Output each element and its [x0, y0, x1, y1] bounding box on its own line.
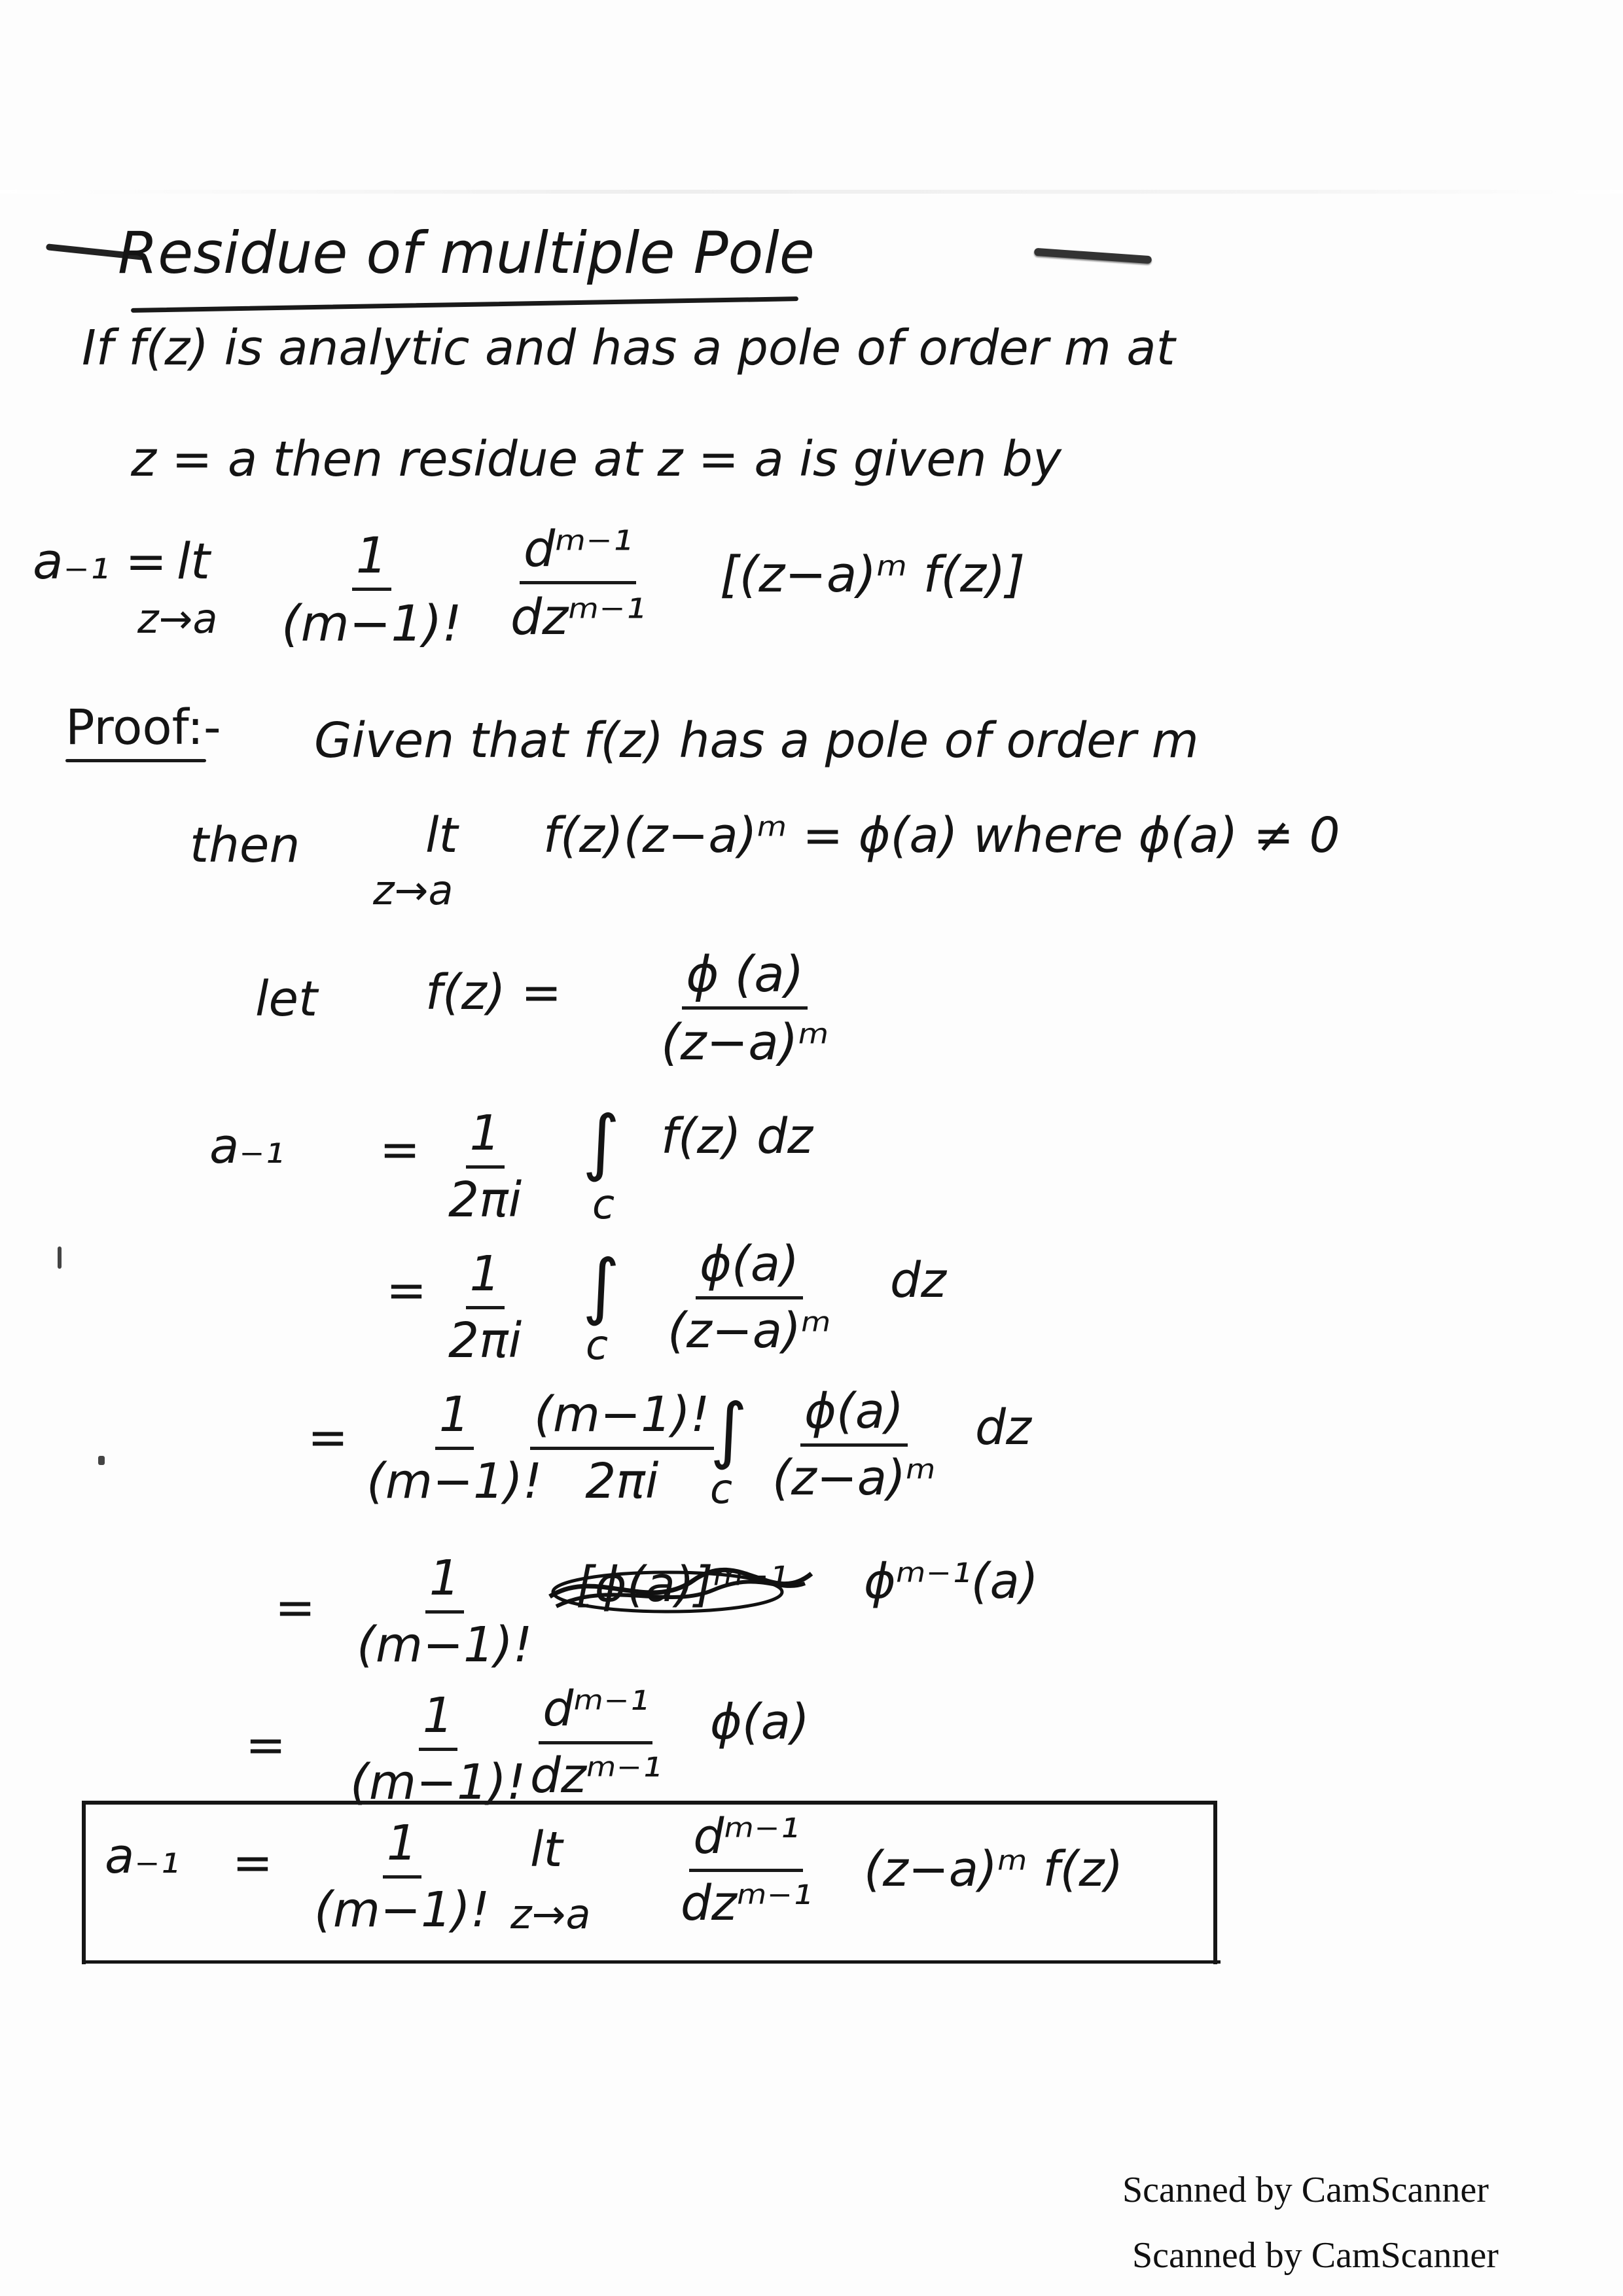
final-fraction	[314, 1816, 490, 1938]
final-eq: =	[232, 1835, 274, 1891]
step3-inner-num: ϕ(a)	[800, 1384, 908, 1447]
step4-fraction	[357, 1551, 533, 1673]
step1-integral-sub: c	[592, 1180, 615, 1228]
step4-fraction-num: 1	[425, 1551, 464, 1614]
final-fraction-num: 1	[383, 1816, 421, 1879]
step2-inner-num: ϕ(a)	[696, 1237, 803, 1299]
proof-line-2-body: f(z)(z−a)ᵐ = ϕ(a) where ϕ(a) ≠ 0	[543, 807, 1340, 864]
step4-struck-term: [ϕ(a)]ᵐ⁻¹	[576, 1557, 789, 1613]
final-lhs: a₋₁	[105, 1828, 180, 1884]
step3-eq: =	[308, 1409, 349, 1466]
step5-eq: =	[245, 1717, 287, 1773]
step2-inner-den: (z−a)ᵐ	[668, 1303, 832, 1360]
final-limit-sub: z→a	[510, 1890, 591, 1938]
proof-line-2-limit-sub: z→a	[373, 866, 454, 914]
step1-fraction	[448, 1106, 522, 1228]
let-lhs: f(z) =	[425, 964, 562, 1021]
step1-eq: =	[380, 1122, 421, 1178]
step2-fraction-den: 2πi	[448, 1313, 522, 1369]
step3-dz: dz	[975, 1400, 1031, 1456]
step5-fraction-num: 1	[419, 1688, 457, 1751]
margin-tick	[58, 1246, 62, 1269]
step1-body: f(z) dz	[661, 1108, 813, 1165]
let-fraction-den: (z−a)ᵐ	[661, 1013, 829, 1072]
step2-eq: =	[386, 1262, 427, 1318]
step3-fraction-1-den: (m−1)!	[366, 1453, 543, 1510]
note-title: Residue of multiple Pole	[118, 219, 815, 287]
watermark-line-2: Scanned by CamScanner	[1132, 2235, 1499, 2276]
pen-dash-mark	[1034, 248, 1152, 264]
step5-fraction-den: (m−1)!	[350, 1754, 526, 1811]
step5-body: ϕ(a)	[710, 1694, 810, 1750]
watermark-line-1: Scanned by CamScanner	[1122, 2170, 1489, 2210]
let-label: let	[255, 971, 318, 1027]
final-limit: lt	[530, 1822, 563, 1878]
statement-line-2: z = a then residue at z = a is given by	[131, 431, 1061, 487]
step2-inner-fraction	[668, 1237, 831, 1359]
step5-derivative-num: dᵐ⁻¹	[539, 1682, 652, 1744]
step3-integral-sub: c	[710, 1465, 733, 1513]
formula-limit-sub: z→a	[137, 595, 218, 643]
scribble-strikeout	[543, 1557, 818, 1619]
step1-lhs: a₋₁	[209, 1118, 285, 1174]
step2-fraction-num: 1	[466, 1246, 505, 1309]
step4-eq: =	[275, 1580, 316, 1636]
step4-result: ϕᵐ⁻¹(a)	[864, 1553, 1039, 1610]
final-derivative	[681, 1809, 812, 1932]
scan-edge-shadow	[0, 190, 1623, 194]
step3-fraction-2-num: (m−1)!	[530, 1387, 714, 1450]
margin-dot	[98, 1456, 105, 1465]
step3-fraction-2	[530, 1387, 714, 1510]
proof-underline	[65, 759, 206, 762]
step3-inner-den: (z−a)ᵐ	[772, 1450, 936, 1507]
formula-frac-1-num: 1	[352, 527, 391, 591]
step2-integral: ∫	[582, 1244, 620, 1328]
final-fraction-den: (m−1)!	[314, 1882, 490, 1939]
final-derivative-den: dzᵐ⁻¹	[681, 1875, 812, 1932]
step4-fraction-den: (m−1)!	[357, 1617, 533, 1674]
step3-fraction-2-den: 2πi	[585, 1453, 659, 1510]
step3-inner-fraction	[772, 1384, 936, 1506]
step1-integral: ∫	[582, 1100, 620, 1184]
formula-limit: lt	[177, 532, 210, 590]
formula-body: [(z−a)ᵐ f(z)]	[720, 545, 1026, 603]
final-result-box-bottom	[82, 1960, 1221, 1964]
step1-fraction-den: 2πi	[448, 1172, 522, 1229]
step3-integral: ∫	[710, 1388, 748, 1472]
formula-frac-2-den: dzᵐ⁻¹	[510, 588, 646, 646]
formula-lhs: a₋₁ =	[33, 532, 167, 590]
formula-frac-1	[281, 527, 462, 652]
step5-derivative-den: dzᵐ⁻¹	[530, 1748, 662, 1805]
proof-label: Proof:-	[65, 699, 221, 756]
proof-line-2-prefix: then	[190, 817, 300, 874]
step2-integral-sub: c	[586, 1321, 609, 1369]
step2-fraction	[448, 1246, 522, 1369]
step5-derivative	[530, 1682, 662, 1804]
step2-dz: dz	[890, 1252, 946, 1309]
step3-fraction-1	[366, 1387, 543, 1510]
proof-line-1: Given that f(z) has a pole of order m	[314, 713, 1199, 769]
step3-fraction-1-num: 1	[435, 1387, 474, 1450]
step5-fraction	[350, 1688, 526, 1810]
final-derivative-num: dᵐ⁻¹	[689, 1809, 803, 1872]
let-fraction	[661, 945, 829, 1071]
formula-frac-2-num: dᵐ⁻¹	[520, 520, 636, 584]
formula-frac-1-den: (m−1)!	[281, 594, 462, 653]
step1-fraction-num: 1	[466, 1106, 505, 1169]
formula-frac-2	[510, 520, 645, 646]
statement-line-1: If f(z) is analytic and has a pole of order m at	[82, 320, 1175, 376]
final-body: (z−a)ᵐ f(z)	[864, 1841, 1124, 1898]
let-fraction-num: ϕ (a)	[682, 945, 808, 1010]
proof-line-2-limit: lt	[425, 807, 458, 864]
title-underline	[131, 296, 798, 313]
